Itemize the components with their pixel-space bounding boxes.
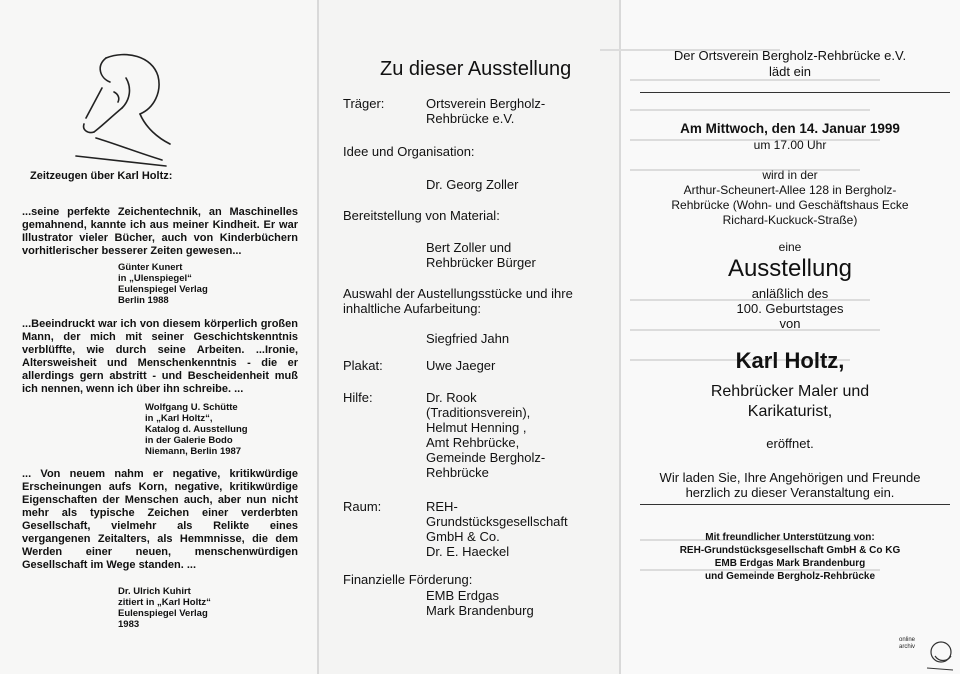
raum-value: REH- Grundstücksgesellschaft GmbH & Co. Dr. E. Haeckel <box>426 499 568 559</box>
divider <box>640 92 950 93</box>
traeger-value: Ortsverein Bergholz- Rehbrücke e.V. <box>426 96 546 126</box>
auswahl-label: Auswahl der Austellungsstücke und ihre inhaltliche Aufarbeitung: <box>343 286 573 316</box>
quote-text: ...Beeindruckt war ich von diesem körperlich großen Mann, der mich mit seiner Geschichtskenntnis verblüffte, wie durch seine Arbeiten. ...Ironie, Altersweisheit und Menschenkenntnis - die er allerdings gern abstritt - und Bescheidenheit muß ich nennen, wenn ich über ihn schreibe. ... <box>22 318 298 395</box>
raum-label: Raum: <box>343 499 382 514</box>
eroeffnet-text: eröffnet. <box>766 436 814 451</box>
plakat-value: Uwe Jaeger <box>426 358 496 373</box>
occasion-text: anläßlich des 100. Geburtstages von <box>736 286 844 331</box>
quote-text: ... Von neuem nahm er negative, kritikwürdige Erscheinungen aufs Korn, negative, kritikwürdige Eigenschaften der Menschen auch, aber nun nicht mehr als typische Zeichen einer verderbten Gesellschaft, vielmehr als Relikte eines vergangenen Zeitalters, als Hemmnisse, die dem Werden einer neuen, menschenwürdigen Gesellschaft im Wege standen. ... <box>22 468 298 571</box>
host-line: Der Ortsverein Bergholz-Rehbrücke e.V. lädt ein <box>673 48 907 79</box>
page-title: Zu dieser Ausstellung <box>380 58 572 80</box>
foerderung-label: Finanzielle Förderung: <box>343 572 473 587</box>
material-label: Bereitstellung von Material: <box>343 208 500 223</box>
idee-value: Dr. Georg Zoller <box>426 177 519 192</box>
logo-text: online <box>899 637 916 643</box>
support-text: Mit freundlicher Unterstützung von: REH-Grundstücksgesellschaft GmbH & Co KG EMB Erdgas Mark Brandenburg und Gemeinde Bergholz-Rehbrücke <box>679 532 901 582</box>
foerderung-value: EMB Erdgas Mark Brandenburg <box>426 588 534 618</box>
hilfe-label: Hilfe: <box>343 390 373 405</box>
idee-label: Idee und Organisation: <box>343 144 475 159</box>
traeger-label: Träger: <box>343 96 385 111</box>
quote-attribution: Günter Kunert in „Ulenspiegel“ Eulenspiegel Verlag Berlin 1988 <box>118 262 208 306</box>
artist-subtitle: Rehbrücker Maler und Karikaturist, <box>710 383 870 420</box>
online-archiv-logo <box>897 632 955 672</box>
quote-text: ...seine perfekte Zeichentechnik, an Maschinelles gemahnend, kannte ich aus meiner Kindheit. Er war Illustrator vieler Bücher, auch von Kinderbüchern vorhitlerischer besserer Zeiten gewesen... <box>22 206 298 257</box>
divider <box>640 504 950 505</box>
eine-text: eine <box>778 240 802 254</box>
material-value: Bert Zoller und Rehbrücker Bürger <box>426 240 536 270</box>
fold-line <box>317 0 319 674</box>
event-date: Am Mittwoch, den 14. Januar 1999 <box>680 121 900 136</box>
auswahl-value: Siegfried Jahn <box>426 331 510 346</box>
event-location: wird in der Arthur-Scheunert-Allee 128 in Bergholz- Rehbrücke (Wohn- und Geschäftshaus Ecke Richard-Kuckuck-Straße) <box>671 168 909 227</box>
quote-attribution: Dr. Ulrich Kuhirt zitiert in „Karl Holtz“ Eulenspiegel Verlag 1983 <box>118 586 211 630</box>
hilfe-value: Dr. Rook (Traditionsverein), Helmut Henning , Amt Rehbrücke, Gemeinde Bergholz- Rehbrücke <box>426 390 546 480</box>
plakat-label: Plakat: <box>343 358 383 373</box>
section-title: Zeitzeugen über Karl Holtz: <box>30 170 173 182</box>
karl-holtz-sketch <box>66 48 176 168</box>
ausstellung-heading: Ausstellung <box>727 255 853 282</box>
artist-name: Karl Holtz, <box>735 348 845 373</box>
invitation-text: Wir laden Sie, Ihre Angehörigen und Freunde herzlich zu dieser Veranstaltung ein. <box>659 470 921 500</box>
quote-attribution: Wolfgang U. Schütte in „Karl Holtz“, Katalog d. Ausstellung in der Galerie Bodo Niemann, Berlin 1987 <box>145 402 248 457</box>
logo-text: archiv <box>899 644 916 650</box>
event-time: um 17.00 Uhr <box>753 138 827 152</box>
